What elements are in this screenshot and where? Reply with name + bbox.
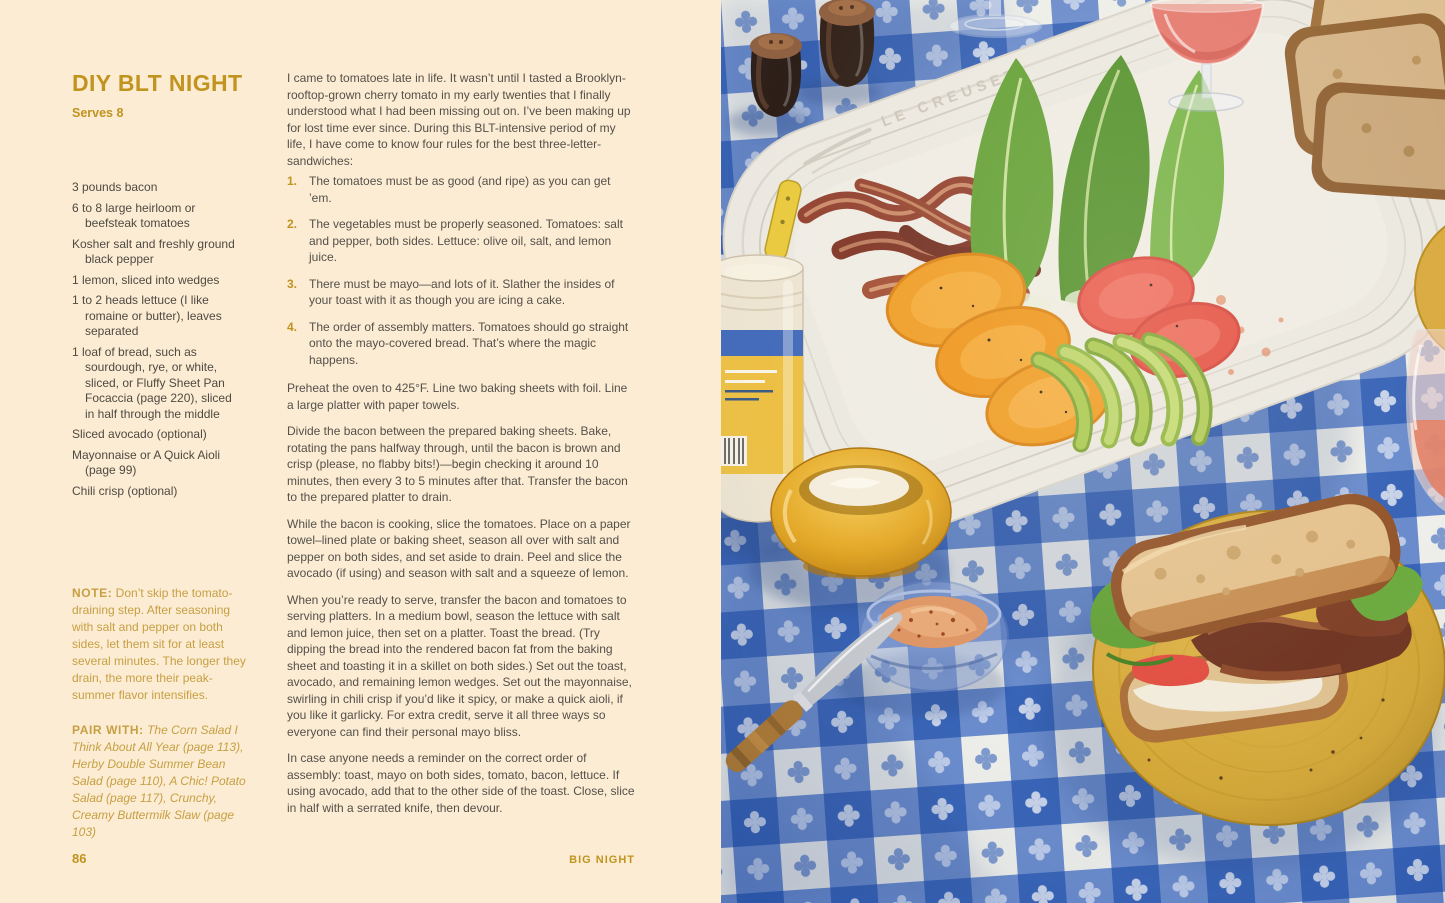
ingredient-item: 1 loaf of bread, such as sourdough, rye, or white, sliced, or Fluffy Sheet Pan Focaccia (page 220), sliced in half through the middle xyxy=(72,344,232,421)
photo-blt-spread xyxy=(721,0,1445,903)
pair-with-block xyxy=(72,722,248,841)
ingredient-item: 3 pounds bacon xyxy=(72,180,158,194)
method-paragraphs xyxy=(287,380,635,816)
rule-item xyxy=(287,319,635,369)
recipe-title: DIY BLT NIGHT xyxy=(72,70,243,96)
note-label: NOTE: xyxy=(72,586,113,600)
method-paragraph: Divide the bacon between the prepared baking sheets. Bake, rotating the pans halfway through, until the bacon is brown and crisp (please, no flabby bits!)—begin checking it around 10 minutes, then every 3 to 5 minutes after that. Transfer the bacon to the prepared platter to drain. xyxy=(287,424,628,504)
ingredient-item: Mayonnaise or A Quick Aioli (page 99) xyxy=(72,447,221,477)
ingredient-item: Chili crisp (optional) xyxy=(72,483,178,498)
rule-number: 3. xyxy=(287,276,298,291)
method-paragraph: Preheat the oven to 425°F. Line two baking sheets with foil. Line a large platter with paper towels. xyxy=(287,381,628,412)
rule-item xyxy=(287,216,635,266)
rule-text: There must be mayo—and lots of it. Slather the insides of your toast with it as though you are icing a cake. xyxy=(309,276,615,307)
note-block xyxy=(72,585,248,704)
rule-text: The vegetables must be properly seasoned. Tomatoes: salt and pepper, both sides. Lettuce: olive oil, salt, and lemon juice. xyxy=(309,217,623,264)
pair-with-text: The Corn Salad I Think About All Year (page 113), Herby Double Summer Bean Salad (page 110), A Chic! Potato Salad (page 117), Crunchy, Creamy Buttermilk Slaw (page 103) xyxy=(72,723,246,839)
light-overlay xyxy=(721,0,1445,903)
ingredient-list xyxy=(72,180,238,504)
running-footer: BIG NIGHT xyxy=(569,854,635,866)
page-number: 86 xyxy=(72,851,87,866)
ingredient-item: 1 to 2 heads lettuce (I like romaine or butter), leaves separated xyxy=(72,293,222,338)
rule-item xyxy=(287,276,635,309)
serves-line: Serves 8 xyxy=(72,106,124,120)
intro-paragraph: I came to tomatoes late in life. It wasn’t until I tasted a Brooklyn-rooftop-grown cherry tomato in my early twenties that I finally understood what I had been missing out on. I’ve been making up for lost time ever since. During this BLT-intensive period of my life, I have come to know four rules for the best three-letter-sandwiches: xyxy=(287,71,631,168)
method-paragraph: In case anyone needs a reminder on the correct order of assembly: toast, mayo on both sides, tomato, bacon, lettuce. If using avocado, add that to the other side of the toast. Close, slice in half with a serrated knife, then devour. xyxy=(287,751,635,815)
rule-item xyxy=(287,173,635,206)
method-paragraph: While the bacon is cooking, slice the tomatoes. Place on a paper towel–lined plate or baking sheet, season all over with salt and pepper on both sides, and set aside to drain. Peel and slice the avocado (if using) and season with salt and a squeeze of lemon. xyxy=(287,516,631,580)
pair-with-label: PAIR WITH: xyxy=(72,723,144,737)
ingredient-item: Sliced avocado (optional) xyxy=(72,427,207,441)
rule-number: 1. xyxy=(287,174,298,188)
rule-number: 4. xyxy=(287,319,298,334)
ingredient-item: 1 lemon, sliced into wedges xyxy=(72,272,220,287)
ingredient-item: 6 to 8 large heirloom or beefsteak tomatoes xyxy=(72,200,196,230)
method-paragraph: When you’re ready to serve, transfer the bacon and tomatoes to serving platters. In a medium bowl, season the lettuce with salt and lemon juice, then set on a platter. Toast the bread. (Try dipping the bread into the rendered bacon fat from the baking sheet and toasting it in a skillet on both sides.) Set out the toast, avocado, and remaining lemon wedges. Set out the mayonnaise, swirling in chili crisp if you’d like it spicy, or make a quick aioli, if you like it garlicky. For extra credit, serve it all three ways so everyone can find their personal mayo bliss. xyxy=(287,592,632,739)
rules-list xyxy=(287,173,635,368)
ingredient-item: Kosher salt and freshly ground black pepper xyxy=(72,236,235,266)
note-text: Don’t skip the tomato-draining step. After seasoning with salt and pepper on both sides, let them sit for at least several minutes. The longer they drain, the more their peak-summer flavor intensifies. xyxy=(72,586,246,702)
rule-text: The tomatoes must be as good (and ripe) as you can get ’em. xyxy=(309,174,611,205)
method-column xyxy=(287,70,635,826)
rule-number: 2. xyxy=(287,217,298,231)
rule-text: The order of assembly matters. Tomatoes should go straight onto the mayo-covered bread. That’s where the magic happens. xyxy=(309,319,629,367)
